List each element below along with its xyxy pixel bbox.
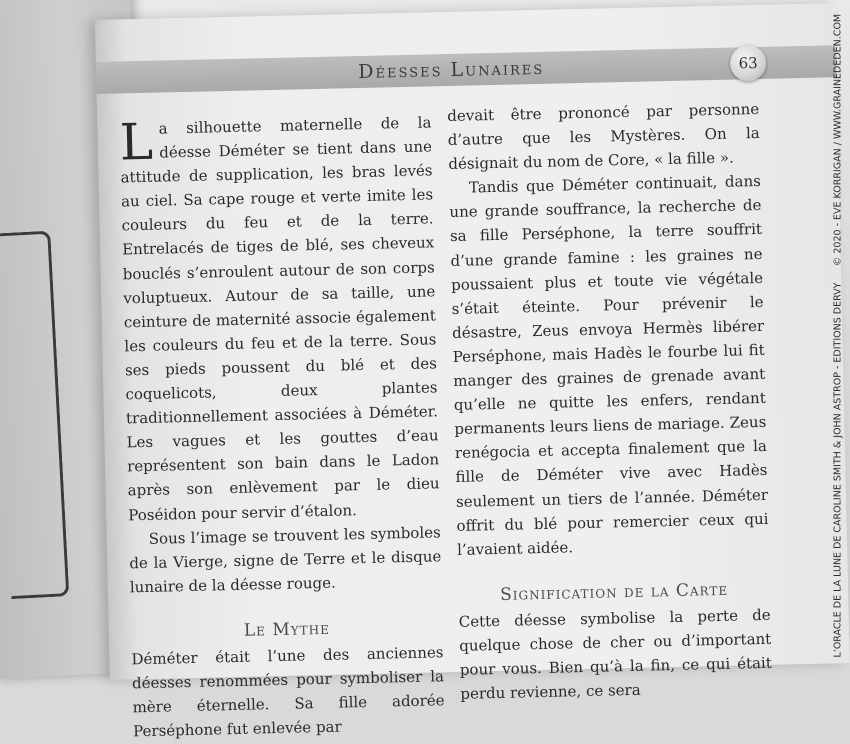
drop-cap: L [119,112,154,172]
myth-paragraph: Déméter était l’une des anciennes déesses renommées pour symboliser la mère éternelle. Sa fille adorée Perséphone fut enlevée par [131,643,445,741]
section-title-myth: Le Mythe [243,618,331,641]
section-title-meaning: Signification de la Carte [499,579,729,605]
continuation-paragraph: devait être prononcé par personne d’autre que les Mystères. On la désignait du nom de Core, « la fille ». [447,99,760,174]
story-paragraph: Tandis que Déméter continuait, dans une grande souffrance, la recherche de sa fille Perséphone, la terre souffrit d’une grande famine : les graines ne poussaient plus et toute vie végétale s’était éteinte. Pour prévenir le désastre, Zeus envoya Hermès libérer Perséphone, mais Hadès le fourbe lui fit manger des graines de grenade avant qu’elle ne quitte les enfers, rendant permanents leurs liens de mariage. Zeus renégocia et accepta finalement que la fille de Déméter vive avec Hadès seulement un tiers de l’année. Déméter offrit du blé pour remercier ceux qui l’avaient aidée. [449,172,769,559]
watermark-credits [829,0,847,658]
page-number: 63 [730,45,767,82]
book-credit: L’ORACLE DE LA LUNE DE CAROLINE SMITH & JOHN ASTROP - EDITIONS DERVY [832,282,844,658]
copyright-credit: © 2020 - EVE KORRIGAN / WWW.GRAINEDEDEN.COM [832,13,844,267]
symbols-paragraph: Sous l’image se trouvent les symboles de la Vierge, signe de Terre et le disque lunaire de la déesse rouge. [129,522,442,597]
intro-text: a silhouette maternelle de la déesse Déméter se tient dans une attitude de supplication, les bras levés au ciel. Sa cape rouge et verte imite les couleurs du feu et de la terre. Entrelacés de tiges de blé, ses cheveux bouclés s’enroulent autour de son corps voluptueux. Autour de sa taille, une ceinture de maternité associe également les couleurs du feu et de la terre. Sous ses pieds poussent du blé et des coquelicots, deux plantes traditionnellement associées à Déméter. Les vagues et les gouttes d’eau représentent son bain dans le Ladon après son enlèvement par le dieu Poséidon pour servir d’étalon. [120,113,440,524]
meaning-paragraph: Cette déesse symbolise la perte de quelque chose de cher ou d’important pour vous. Bien qu’à la fin, ce qui était perdu revienne, ce sera [458,605,772,703]
left-column [119,110,445,743]
book-page [95,3,850,741]
intro-paragraph [119,110,440,527]
card-frame-edge [0,231,69,600]
right-column [447,97,773,706]
running-title: Déesses Lunaires [358,56,545,84]
